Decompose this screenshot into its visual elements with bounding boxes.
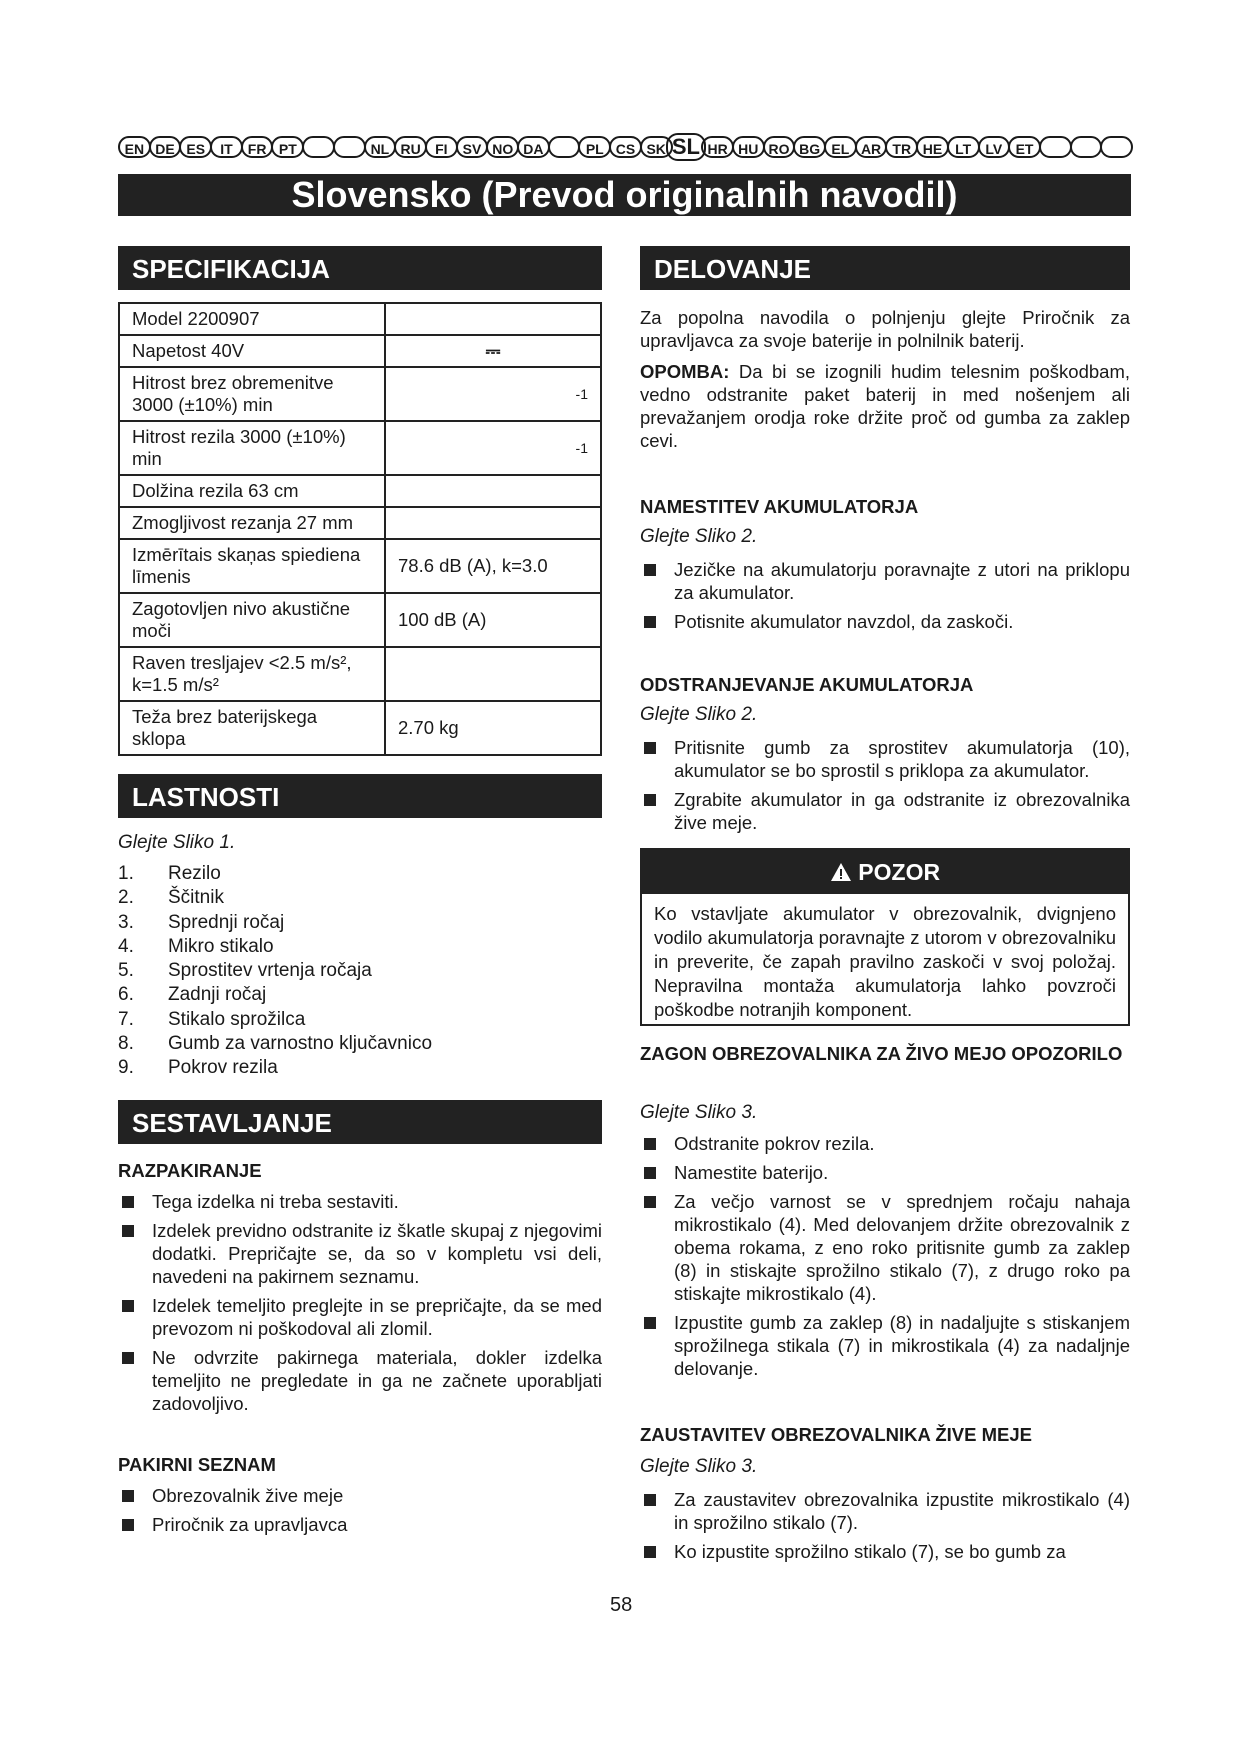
list-item: Namestite baterijo. — [640, 1161, 1130, 1184]
part-name: Sprednji ročaj — [168, 911, 285, 933]
note-label: OPOMBA: — [640, 361, 730, 382]
warning-box — [640, 848, 1130, 1026]
lang-hu: HU — [732, 136, 765, 158]
lang-pt: PT — [271, 136, 304, 158]
lang-en: EN — [118, 136, 151, 158]
lang-sk: SK — [640, 136, 673, 158]
operation-intro: Za popolna navodila o polnjenju glejte Priročnik za upravljavca za svoje baterije in polnilnik baterij. — [640, 307, 1130, 351]
lang-es: ES — [179, 136, 212, 158]
lang-cs: CS — [609, 136, 642, 158]
assembly-heading: SESTAVLJANJE — [118, 1100, 602, 1144]
list-item — [118, 959, 602, 983]
lang-sl: SL — [666, 133, 707, 161]
stop-ref: Glejte Sliko 3. — [640, 1456, 758, 1477]
lang-empty — [548, 136, 581, 158]
lang-da: DA — [517, 136, 550, 158]
spec-value — [385, 539, 601, 593]
install-list — [640, 558, 1130, 639]
spec-row — [119, 507, 601, 539]
features-heading: LASTNOSTI — [118, 774, 602, 818]
part-number: 9. — [118, 1057, 134, 1079]
spec-label: Raven tresljajev <2.5 m/s², k=1.5 m/s² — [119, 647, 385, 701]
part-name: Pokrov rezila — [168, 1057, 278, 1079]
lang-ro: RO — [763, 136, 796, 158]
list-item — [118, 1056, 602, 1080]
spec-unit-superscript: -1 — [575, 386, 588, 402]
list-item: Ko izpustite sprožilno stikalo (7), se bo gumb za — [640, 1540, 1130, 1563]
lang-lt: LT — [947, 136, 980, 158]
warning-header — [642, 850, 1128, 894]
part-number: 5. — [118, 960, 134, 982]
unpacking-list — [118, 1190, 602, 1421]
lang-bg: BG — [793, 136, 826, 158]
list-item: Za večjo varnost se v sprednjem ročaju nahaja mikrostikalo (4). Med delovanjem držite obrezovalnik z obema rokama, z eno roko pritisnite gumb za zaklep (8) in stiskajte sprožilno stikalo (7), z drugo roko pa stiskajte mikrostikalo (4). — [640, 1190, 1130, 1305]
spec-value-text: 2.70 kg — [398, 717, 459, 738]
part-name: Stikalo sprožilca — [168, 1008, 306, 1030]
lang-empty — [1100, 136, 1133, 158]
part-number: 8. — [118, 1033, 134, 1055]
spec-table — [118, 302, 602, 756]
lang-el: EL — [824, 136, 857, 158]
part-name: Mikro stikalo — [168, 935, 274, 957]
list-item — [118, 1008, 602, 1032]
lang-lv: LV — [978, 136, 1011, 158]
page-number: 58 — [610, 1594, 633, 1616]
part-number: 1. — [118, 863, 134, 884]
warning-icon — [830, 862, 852, 882]
remove-ref: Glejte Sliko 2. — [640, 704, 758, 725]
stop-heading: ZAUSTAVITEV OBREZOVALNIKA ŽIVE MEJE — [640, 1424, 1032, 1445]
lang-hr: HR — [701, 136, 734, 158]
warning-title: POZOR — [858, 859, 941, 885]
lang-empty — [1070, 136, 1103, 158]
list-item: Ne odvrzite pakirnega materiala, dokler izdelka temeljito ne pregledate in ga ne začnete uporabljati zadovoljivo. — [118, 1346, 602, 1415]
lang-de: DE — [149, 136, 182, 158]
list-item: Izpustite gumb za zaklep (8) in nadaljujte s stiskanjem sprožilnega stikala (7) in mikrostikala (4) za nadaljnje delovanje. — [640, 1311, 1130, 1380]
list-item — [118, 911, 602, 935]
spec-label: Izmērītais skaņas spiediena līmenis — [119, 539, 385, 593]
part-number: 6. — [118, 984, 134, 1006]
spec-heading: SPECIFIKACIJA — [118, 246, 602, 290]
spec-label: Hitrost rezila 3000 (±10%) min — [119, 421, 385, 475]
spec-label: Teža brez baterijskega sklopa — [119, 701, 385, 755]
spec-value-text: ⎓ — [485, 340, 501, 361]
spec-row — [119, 701, 601, 755]
operation-note — [640, 360, 1130, 452]
spec-label: Hitrost brez obremenitve 3000 (±10%) min — [119, 367, 385, 421]
features-ref: Glejte Sliko 1. — [118, 832, 236, 853]
list-item: Izdelek previdno odstranite iz škatle skupaj z njegovimi dodatki. Prepričajte se, da so v kompletu vsi deli, navedeni na pakirnem seznamu. — [118, 1219, 602, 1288]
page-title: Slovensko (Prevod originalnih navodil) — [118, 174, 1131, 216]
warning-text: Ko vstavljate akumulator v obrezovalnik, dvignjeno vodilo akumulatorja poravnajte z utorom v obrezovalniku in preverite, če zapah pravilno zaskoči v svoj položaj. Nepravilna montaža akumulatorja lahko povzroči poškodbe notranjih komponent. — [654, 903, 1116, 1020]
packing-heading: PAKIRNI SEZNAM — [118, 1454, 276, 1475]
list-item: Zgrabite akumulator in ga odstranite iz obrezovalnika žive meje. — [640, 788, 1130, 834]
list-item — [118, 862, 602, 886]
part-number: 4. — [118, 935, 134, 957]
spec-label: Napetost 40V — [119, 335, 385, 367]
list-item: Obrezovalnik žive meje — [118, 1484, 602, 1507]
spec-value — [385, 475, 601, 507]
spec-row — [119, 335, 601, 367]
spec-value-text: 100 dB (A) — [398, 609, 487, 630]
spec-row — [119, 539, 601, 593]
spec-value — [385, 303, 601, 335]
lang-nl: NL — [364, 136, 397, 158]
spec-value — [385, 701, 601, 755]
language-bar — [118, 136, 1131, 160]
list-item: Priročnik za upravljavca — [118, 1513, 602, 1536]
spec-row — [119, 593, 601, 647]
part-number: 7. — [118, 1008, 134, 1030]
spec-value — [385, 647, 601, 701]
spec-label: Zmogljivost rezanja 27 mm — [119, 507, 385, 539]
spec-value — [385, 335, 601, 367]
lang-ru: RU — [394, 136, 427, 158]
lang-empty — [302, 136, 335, 158]
list-item: Potisnite akumulator navzdol, da zaskoči. — [640, 610, 1130, 633]
lang-fi: FI — [425, 136, 458, 158]
lang-fr: FR — [241, 136, 274, 158]
spec-label: Model 2200907 — [119, 303, 385, 335]
spec-value — [385, 367, 601, 421]
lang-tr: TR — [885, 136, 918, 158]
part-name: Sprostitev vrtenja ročaja — [168, 960, 372, 982]
spec-row — [119, 303, 601, 335]
install-heading: NAMESTITEV AKUMULATORJA — [640, 496, 919, 517]
list-item: Tega izdelka ni treba sestaviti. — [118, 1190, 602, 1213]
part-number: 2. — [118, 887, 134, 909]
lang-sv: SV — [456, 136, 489, 158]
list-item: Pritisnite gumb za sprostitev akumulatorja (10), akumulator se bo sprostil s priklopa za akumulator. — [640, 736, 1130, 782]
start-heading: ZAGON OBREZOVALNIKA ZA ŽIVO MEJO OPOZORILO — [640, 1043, 1123, 1064]
start-list — [640, 1132, 1130, 1386]
remove-list — [640, 736, 1130, 840]
unpacking-heading: RAZPAKIRANJE — [118, 1160, 262, 1181]
parts-list — [118, 862, 602, 1081]
part-name: Gumb za varnostno ključavnico — [168, 1033, 433, 1055]
stop-list — [640, 1488, 1130, 1569]
start-ref: Glejte Sliko 3. — [640, 1102, 758, 1123]
lang-et: ET — [1008, 136, 1041, 158]
list-item: Odstranite pokrov rezila. — [640, 1132, 1130, 1155]
lang-he: HE — [916, 136, 949, 158]
part-name: Zadnji ročaj — [168, 984, 267, 1006]
lang-ar: AR — [855, 136, 888, 158]
spec-value — [385, 593, 601, 647]
lang-empty — [333, 136, 366, 158]
part-number: 3. — [118, 911, 134, 933]
list-item: Izdelek temeljito preglejte in se prepričajte, da se med prevozom ni poškodoval ali zlomil. — [118, 1294, 602, 1340]
spec-row — [119, 475, 601, 507]
spec-row — [119, 367, 601, 421]
spec-unit-superscript: -1 — [575, 440, 588, 456]
lang-empty — [1039, 136, 1072, 158]
list-item — [118, 886, 602, 910]
install-ref: Glejte Sliko 2. — [640, 526, 758, 547]
list-item — [118, 983, 602, 1007]
list-item: Jezičke na akumulatorju poravnajte z utori na priklopu za akumulator. — [640, 558, 1130, 604]
list-item — [118, 935, 602, 959]
spec-label: Zagotovljen nivo akustične moči — [119, 593, 385, 647]
spec-value — [385, 507, 601, 539]
note-text: Da bi se izognili hudim telesnim poškodbam, vedno odstranite paket baterij in med nošenjem ali prevažanjem orodja roke držite proč od gumba za zaklep cevi. — [640, 361, 1130, 451]
part-name: Rezilo — [168, 863, 221, 884]
lang-it: IT — [210, 136, 243, 158]
spec-value — [385, 421, 601, 475]
operation-heading: DELOVANJE — [640, 246, 1130, 290]
lang-pl: PL — [578, 136, 611, 158]
spec-row — [119, 421, 601, 475]
remove-heading: ODSTRANJEVANJE AKUMULATORJA — [640, 674, 974, 695]
packing-list — [118, 1484, 602, 1542]
lang-no: NO — [486, 136, 519, 158]
spec-value-text: 78.6 dB (A), k=3.0 — [398, 555, 548, 576]
list-item — [118, 1032, 602, 1056]
spec-label: Dolžina rezila 63 cm — [119, 475, 385, 507]
spec-row — [119, 647, 601, 701]
part-name: Ščitnik — [168, 887, 224, 909]
list-item: Za zaustavitev obrezovalnika izpustite mikrostikalo (4) in sprožilno stikalo (7). — [640, 1488, 1130, 1534]
